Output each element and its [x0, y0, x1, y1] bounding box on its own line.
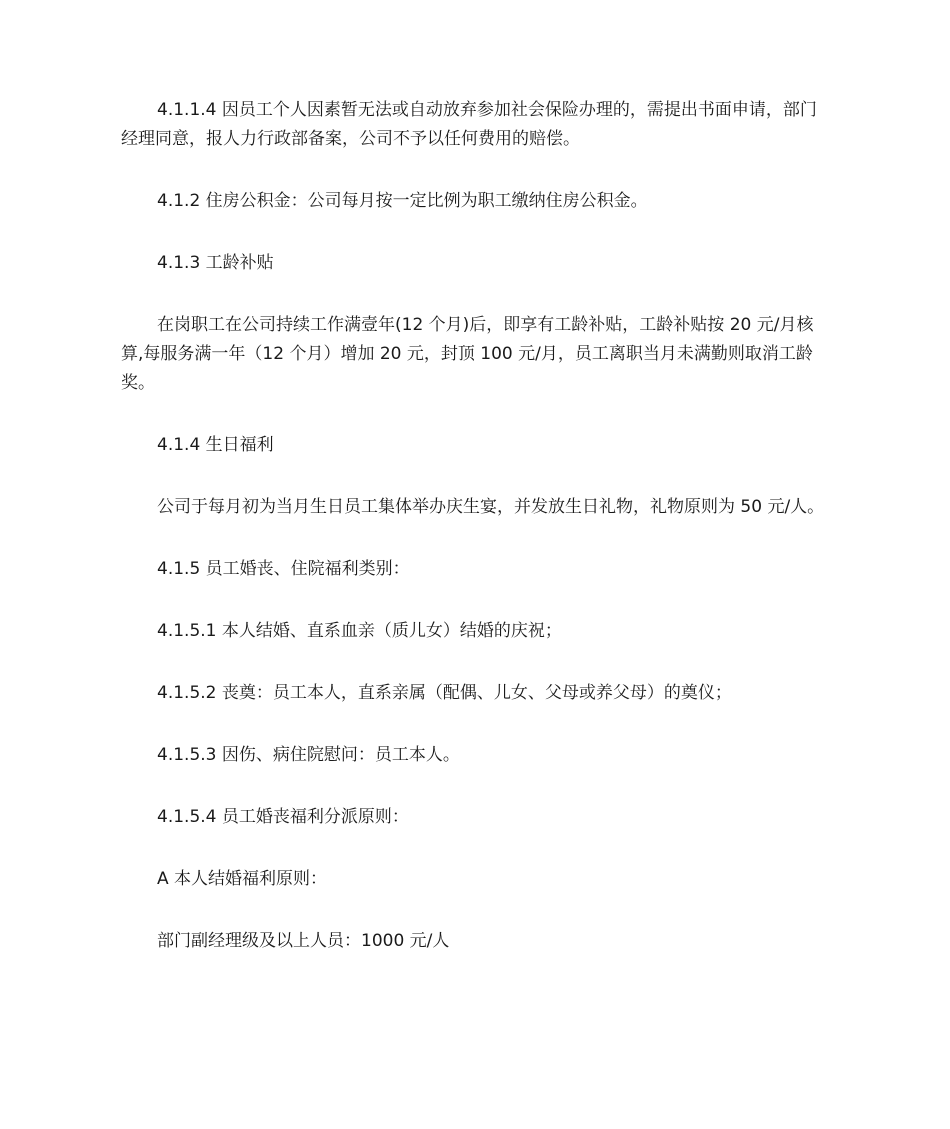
paragraph-4-1-4-heading: 4.1.4 生日福利: [157, 435, 274, 455]
paragraph-4-1-3-heading: 4.1.3 工龄补贴: [157, 253, 274, 273]
paragraph-4-1-5-4: 4.1.5.4 员工婚丧福利分派原则：: [157, 807, 409, 827]
paragraph-4-1-1-4: 4.1.1.4 因员工个人因素暂无法或自动放弃参加社会保险办理的，需提出书面申请，部门经理同意，报人力行政部备案，公司不予以任何费用的赔偿。: [121, 100, 817, 149]
paragraph-4-1-5-heading: 4.1.5 员工婚丧、住院福利类别：: [157, 559, 410, 579]
paragraph-birthday-benefit: 公司于每月初为当月生日员工集体举办庆生宴，并发放生日礼物，礼物原则为 50 元/人。: [157, 497, 825, 517]
document-body: [121, 96, 833, 989]
paragraph-seniority-allowance: 在岗职工在公司持续工作满壹年(12 个月)后，即享有工龄补贴，工龄补贴按 20 元/月核算,每服务满一年（12 个月）增加 20 元，封顶 100 元/月，员工离职当月未满勤则取消工龄奖。: [121, 315, 814, 393]
paragraph-a-marriage-principle: A 本人结婚福利原则：: [157, 869, 328, 889]
paragraph-4-1-5-1: 4.1.5.1 本人结婚、直系血亲（质儿女）结婚的庆祝；: [157, 621, 562, 641]
paragraph-4-1-5-2: 4.1.5.2 丧奠：员工本人，直系亲属（配偶、儿女、父母或养父母）的奠仪；: [157, 683, 732, 703]
paragraph-4-1-5-3: 4.1.5.3 因伤、病住院慰问：员工本人。: [157, 745, 460, 765]
paragraph-4-1-2: 4.1.2 住房公积金：公司每月按一定比例为职工缴纳住房公积金。: [157, 191, 648, 211]
paragraph-deputy-manager-amount: 部门副经理级及以上人员：1000 元/人: [157, 931, 450, 951]
